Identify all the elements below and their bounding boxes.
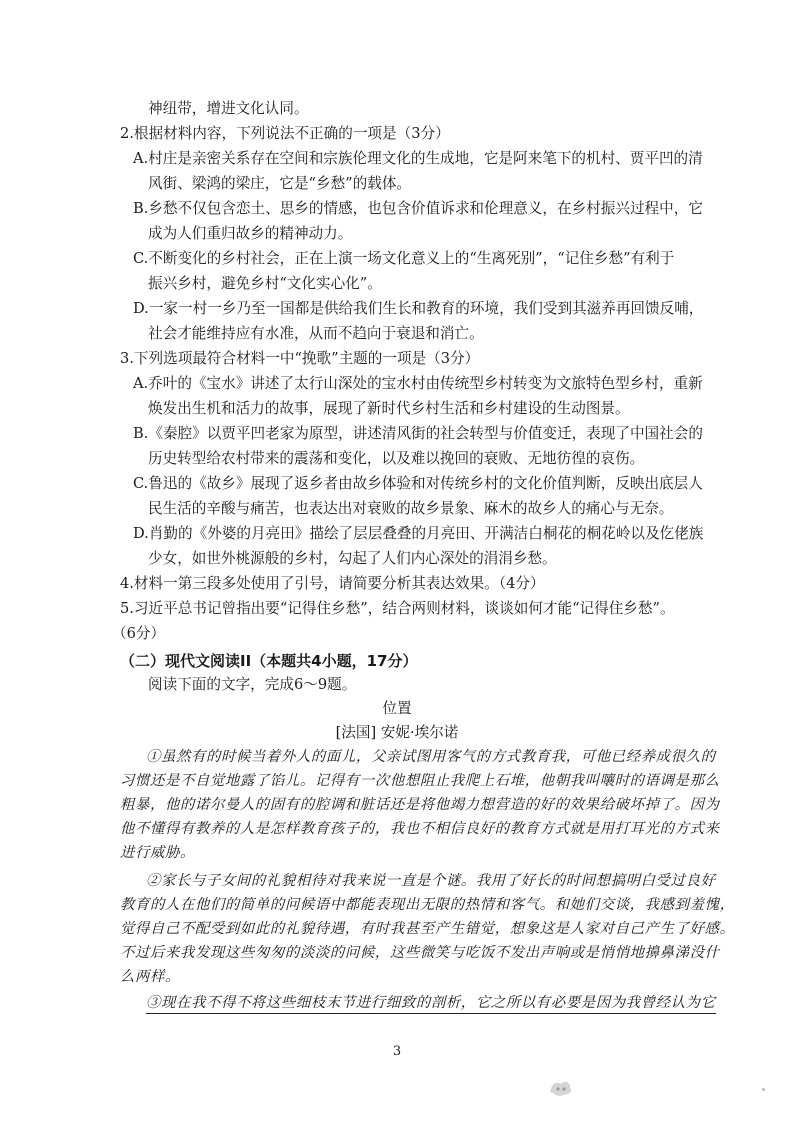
question-2-option-d-cont: 社会才能维持应有水准，从而不趋向于衰退和消亡。: [148, 325, 484, 342]
paragraph-2-line: 觉得自己不配受到如此的礼貌待遇，有时我甚至产生错觉，想象这是人家对自己产生了好感。: [120, 921, 735, 937]
question-2-option-c-cont: 振兴乡村，避免乡村“文化实心化”。: [148, 275, 382, 292]
article-author: [法国] 安妮·埃尔诺: [335, 724, 459, 741]
paragraph-2-line: ②家长与子女间的礼貌相待对我来说一直是个谜。我用了好长的时间想搞明白受过良好: [146, 873, 716, 889]
reading-instruction: 阅读下面的文字，完成6～9题。: [148, 676, 357, 693]
question-3-option-a-cont: 焕发出生机和活力的故事，展现了新时代乡村生活和乡村建设的生动图景。: [148, 400, 630, 417]
question-4-stem: 4.材料一第三段多处使用了引号，请简要分析其表达效果。（4分）: [120, 575, 545, 592]
question-2-option-d: D.一家一村一乡乃至一国都是供给我们生长和教育的环境，我们受到其滋养再回馈反哺，: [133, 300, 704, 317]
question-2-stem: 2.根据材料内容，下列说法不正确的一项是（3分）: [120, 125, 450, 142]
article-title: 位置: [382, 700, 412, 717]
page-number: 3: [392, 1044, 402, 1059]
paragraph-2-line: 么两样。: [120, 969, 180, 985]
question-2-option-a-cont: 风街、梁鸿的梁庄，它是“乡愁”的载体。: [148, 175, 412, 192]
paragraph-1-line: 他不懂得有教养的人是怎样教育孩子的，我也不相信良好的教育方式就是用打耳光的方式来: [120, 821, 720, 837]
question-5-stem: 5.习近平总书记曾指出要“记得住乡愁”，结合两则材料，谈谈如何才能“记得住乡愁”。: [120, 600, 675, 617]
question-3-option-b: B.《秦腔》以贾平凹老家为原型，讲述清风街的社会转型与价值变迁，表现了中国社会的: [133, 425, 703, 442]
question-2-option-c: C.不断变化的乡村社会，正在上演一场文化意义上的“生离死别”，“记住乡愁”有利于: [133, 250, 675, 267]
paragraph-1-line: ①虽然有的时候当着外人的面儿，父亲试图用客气的方式教育我，可他已经养成很久的: [146, 749, 716, 765]
speck-dot: [762, 1088, 765, 1091]
question-2-option-b-cont: 成为人们重归故乡的精神动力。: [148, 225, 353, 242]
paragraph-2-line: 教育的人在他们的简单的问候语中都能表现出无限的热情和客气。和她们交谈，我感到羞愧，: [120, 897, 735, 913]
question-3-option-c: C.鲁迅的《故乡》展现了返乡者由故乡体验和对传统乡村的文化价值判断，反映出底层人: [133, 475, 703, 492]
question-3-option-a: A.乔叶的《宝水》讲述了太行山深处的宝水村由传统型乡村转变为文旅特色型乡村，重新: [133, 375, 703, 392]
question-3-stem: 3.下列选项最符合材料一中“挽歌”主题的一项是（3分）: [120, 350, 480, 367]
paragraph-2-line: 不过后来我发现这些匆匆的淡淡的问候，这些微笑与吃饭不发出声响或是悄悄地擤鼻涕没什: [120, 945, 720, 961]
question-2-option-a: A.村庄是亲密关系存在空间和宗族伦理文化的生成地，它是阿来笔下的机村、贾平凹的清: [133, 150, 703, 167]
text-line: 神纽带，增进文化认同。: [148, 100, 309, 117]
watermark-logo-icon: [548, 1076, 574, 1098]
paragraph-1-line: 进行威胁。: [120, 845, 195, 861]
question-3-option-d: D.肖勤的《外婆的月亮田》描绘了层层叠叠的月亮田、开满洁白桐花的桐花岭以及仡佬族: [133, 525, 704, 542]
question-3-option-b-cont: 历史转型给农村带来的震荡和变化，以及难以挽回的衰败、无地彷徨的哀伤。: [148, 450, 645, 467]
section-heading: （二）现代文阅读II（本题共4小题，17分）: [120, 652, 418, 670]
question-2-option-b: B.乡愁不仅包含恋土、思乡的情感，也包含价值诉求和伦理意义，在乡村振兴过程中，它: [133, 200, 703, 217]
question-3-option-c-cont: 民生活的辛酸与痛苦，也表达出对衰败的故乡景象、麻木的故乡人的痛心与无奈。: [148, 500, 674, 517]
question-3-option-d-cont: 少女，如世外桃源般的乡村，勾起了人们内心深处的涓涓乡愁。: [148, 550, 557, 567]
question-5-points: （6分）: [112, 625, 166, 642]
paragraph-1-line: 粗暴，他的诺尔曼人的固有的腔调和脏话还是将他竭力想营造的好的效果给破坏掉了。因为: [120, 797, 720, 813]
paragraph-3-line: ③现在我不得不将这些细枝末节进行细致的剖析，它之所以有必要是因为我曾经认为它: [146, 994, 716, 1014]
paragraph-1-line: 习惯还是不自觉地露了馅儿。记得有一次他想阻止我爬上石堆，他朝我叫嚷时的语调是那么: [120, 773, 720, 789]
